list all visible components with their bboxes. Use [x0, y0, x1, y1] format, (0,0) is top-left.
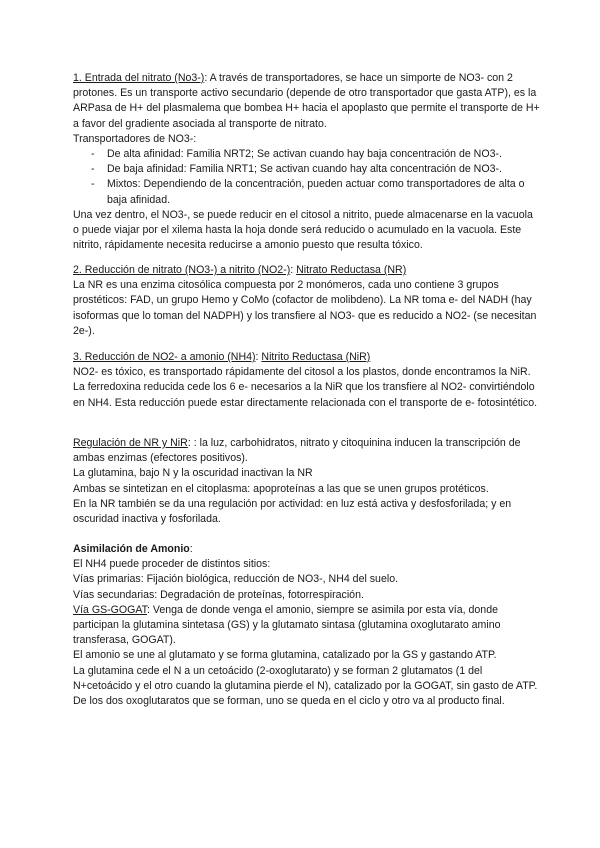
- section3-heading: 3. Reducción de NO2- a amonio (NH4): [73, 351, 256, 363]
- section1-closing: Una vez dentro, el NO3-, se puede reducir en el citosol a nitrito, puede almacenarse en la vacuola o puede viajar por el xilema hasta la hoja donde será reducido o acumulado en la vacuola. Este nitrito, rápidamente necesita reducirse a amonio puesto que resulta tóxico.: [73, 208, 533, 252]
- ammonium-line1: El NH4 puede proceder de distintos sitios:: [73, 558, 271, 571]
- ammonium-heading-suffix: :: [189, 543, 193, 555]
- transporters-list: [73, 147, 541, 208]
- ammonium-p1: El amonio se une al glutamato y se forma glutamina, catalizado por la GS y gastando ATP.: [73, 649, 497, 662]
- section-regulation: [73, 436, 541, 527]
- regulation-line: En la NR también se da una regulación por actividad: en luz está activa y desfosforilada; y en oscuridad inactiva y fosforilada.: [73, 497, 512, 526]
- ammonium-heading: Asimilación de Amonio: [73, 543, 190, 555]
- list-item: - Mixtos: Dependiendo de la concentración, pueden actuar como transportadores de alta o baja afinidad.: [91, 177, 541, 207]
- list-item: - De alta afinidad: Familia NRT2; Se activan cuando hay baja concentración de NO3-.: [91, 147, 541, 162]
- section3-enzyme: Nitrito Reductasa (NiR): [261, 351, 371, 363]
- section3-separator: :: [255, 351, 262, 363]
- section-ammonium-assimilation: [73, 542, 541, 709]
- gsgogat-paragraph: [73, 603, 541, 649]
- regulation-line: Ambas se sintetizan en el citoplasma: apoproteínas a las que se unen grupos protéticos.: [73, 482, 489, 495]
- section2-heading-line: [73, 263, 541, 278]
- section2-separator: :: [290, 264, 297, 276]
- regulation-line: La glutamina, bajo N y la oscuridad inactivan la NR: [73, 467, 313, 480]
- section1-heading: 1. Entrada del nitrato (No3-): [73, 72, 205, 84]
- ammonium-p2: La glutamina cede el N a un cetoácido (2-oxoglutarato) y se forman 2 glutamatos (1 del N+cetoácido y el otro cuando la glutamina pierde el N), catalizado por la GOGAT, sin gasto de ATP.: [73, 664, 538, 692]
- ammonium-secondary: Vías secundarias: Degradación de proteínas, fotorrespiración.: [73, 588, 364, 601]
- gsgogat-label: Vía GS-GOGAT: [73, 603, 147, 616]
- regulation-intro: : : la luz, carbohidratos, nitrato y citoquinina inducen la transcripción de ambas enzimas (efectores positivos).: [73, 437, 521, 465]
- gsgogat-text: : Venga de donde venga el amonio, siempre se asimila por esta vía, donde participan la glutamina sintetasa (GS) y la glutamato sintasa (glutamina oxoglutarato amino transferasa, GOGAT).: [73, 603, 501, 647]
- section2-body: La NR es una enzima citosólica compuesta por 2 monómeros, cada uno contiene 3 grupos prostéticos: FAD, un grupo Hemo y CoMo (cofactor de molibdeno). La NR toma e- del NADH (hay isoformas que lo toman del NADPH) y los transfiere al NO3- que es reducido a NO2- (se necesitan 2e-).: [73, 279, 537, 337]
- ammonium-p3: De los dos oxoglutaratos que se forman, uno se queda en el ciclo y otro va al producto final.: [73, 695, 505, 708]
- regulation-heading: Regulación de NR y NiR: [73, 437, 188, 449]
- section3-heading-line: [73, 350, 541, 365]
- section2-heading: 2. Reducción de nitrato (NO3-) a nitrito (NO2-): [73, 264, 291, 276]
- section-nitrite-reduction: [73, 350, 541, 411]
- section2-enzyme: Nitrato Reductasa (NR): [296, 264, 407, 276]
- ammonium-heading-line: [73, 542, 541, 557]
- section-nitrate-reduction: [73, 263, 541, 339]
- regulation-paragraph: [73, 436, 541, 466]
- section3-body: NO2- es tóxico, es transportado rápidamente del citosol a los plastos, donde encontramos la NiR. La ferredoxina reducida cede los 6 e- necesarios a la NiR que los transfiere al NO2- convirtiéndolo en NH4. Esta reducción puede estar directamente relacionada con el transporte de e- fotosintético.: [73, 366, 538, 409]
- ammonium-primary: Vías primarias: Fijación biológica, reducción de NO3-, NH4 del suelo.: [73, 573, 399, 586]
- transporters-title: Transportadores de NO3-:: [73, 132, 197, 145]
- section1-intro: : A través de transportadores, se hace un simporte de NO3- con 2 protones. Es un transporte activo secundario (depende de otro transportador que gasta ATP), es la ARPasa de H+ del plasmalema que bombea H+ hacia el apoplasto que permite el transporte de H+ a favor del gradiente asociada al transporte de nitrato.: [73, 72, 540, 130]
- section1-paragraph: [73, 71, 541, 132]
- section-nitrate-entry: [73, 71, 541, 253]
- list-item: - De baja afinidad: Familia NRT1; Se activan cuando hay alta concentración de NO3-.: [91, 162, 541, 177]
